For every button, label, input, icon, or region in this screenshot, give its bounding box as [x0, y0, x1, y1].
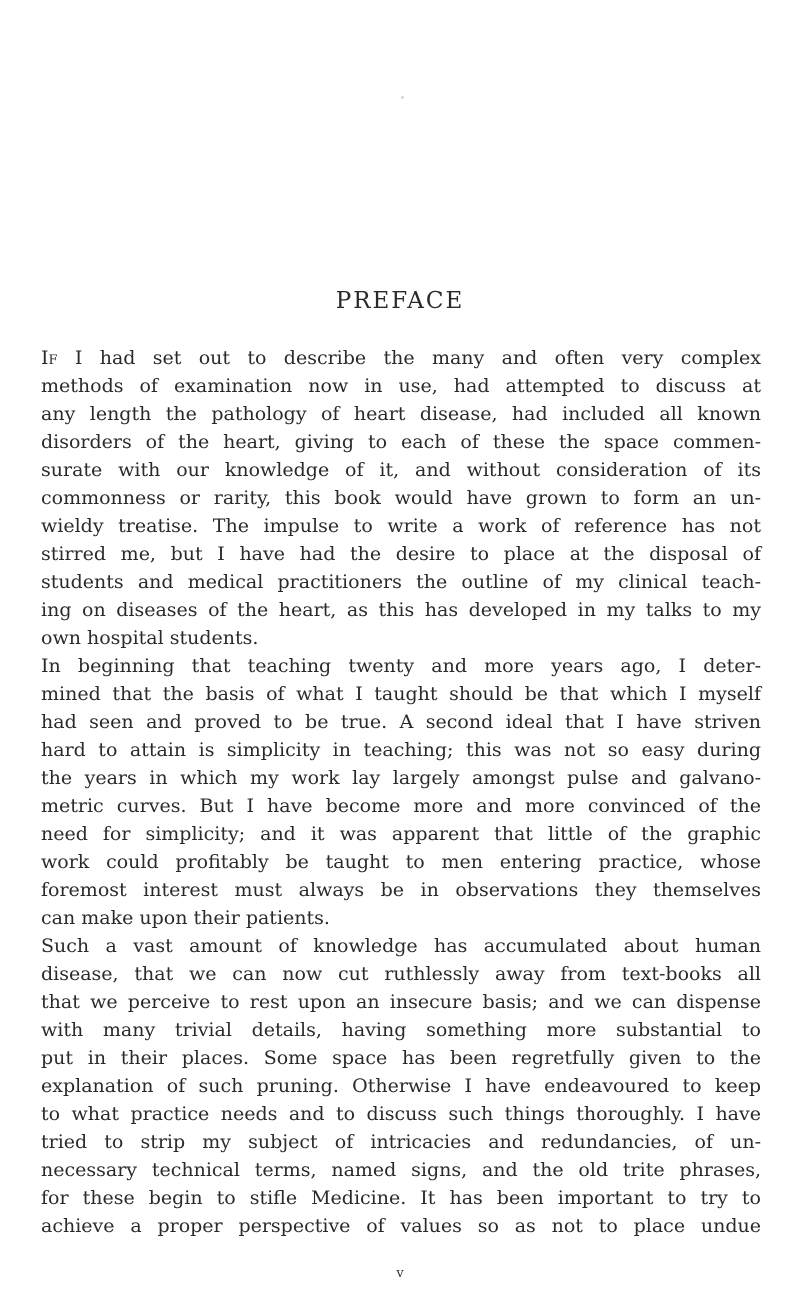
text-line: with many trivial details, having something more substantial to — [41, 1019, 761, 1041]
text-line: for these begin to stifle Medicine. It has been important to try to — [41, 1187, 761, 1209]
text-line: commonness or rarity, this book would have grown to form an un- — [41, 487, 761, 509]
text-line: the years in which my work lay largely amongst pulse and galvano- — [41, 767, 761, 789]
text-line: disorders of the heart, giving to each of these the space commen- — [41, 431, 761, 453]
text-line: methods of examination now in use, had attempted to discuss at — [41, 375, 761, 397]
text-line: had seen and proved to be true. A second ideal that I have striven — [41, 711, 761, 733]
text-line: Such a vast amount of knowledge has accumulated about human — [41, 935, 761, 957]
text-line: work could profitably be taught to men entering practice, whose — [41, 851, 761, 873]
text-line: to what practice needs and to discuss such things thoroughly. I have — [41, 1103, 761, 1125]
page-title: PREFACE — [335, 288, 465, 314]
text-line: stirred me, but I have had the desire to place at the disposal of — [41, 543, 761, 565]
text-line: tried to strip my subject of intricacies and redundancies, of un- — [41, 1131, 761, 1153]
text-line-rest: I had set out to describe the many and often very complex — [57, 347, 761, 369]
text-line: that we perceive to rest upon an insecure basis; and we can dispense — [41, 991, 761, 1013]
text-line: achieve a proper perspective of values so as not to place undue — [41, 1215, 761, 1237]
page-number: v — [396, 1266, 404, 1281]
text-line: own hospital students. — [41, 627, 259, 649]
text-line: surate with our knowledge of it, and without consideration of its — [41, 459, 761, 481]
text-line: put in their places. Some space has been regretfully given to the — [41, 1047, 761, 1069]
text-line: hard to attain is simplicity in teaching; this was not so easy during — [41, 739, 761, 761]
text-line: metric curves. But I have become more and more convinced of the — [41, 795, 761, 817]
preface-body — [41, 344, 761, 1240]
text-line: necessary technical terms, named signs, and the old trite phrases, — [41, 1159, 761, 1181]
text-line: explanation of such pruning. Otherwise I have endeavoured to keep — [41, 1075, 761, 1097]
text-line: mined that the basis of what I taught should be that which I myself — [41, 683, 761, 705]
text-line: In beginning that teaching twenty and more years ago, I deter- — [41, 655, 761, 677]
text-line: can make upon their patients. — [41, 907, 330, 929]
text-line: disease, that we can now cut ruthlessly away from text-books all — [41, 963, 761, 985]
text-line: ing on diseases of the heart, as this has developed in my talks to my — [41, 599, 761, 621]
text-line — [41, 344, 761, 372]
text-line: need for simplicity; and it was apparent that little of the graphic — [41, 823, 761, 845]
drop-word: If — [41, 347, 58, 369]
text-line: any length the pathology of heart disease, had included all known — [41, 403, 761, 425]
text-line: students and medical practitioners the outline of my clinical teach- — [41, 571, 761, 593]
paper-speck — [401, 96, 404, 99]
text-line: foremost interest must always be in observations they themselves — [41, 879, 761, 901]
text-line: wieldy treatise. The impulse to write a work of reference has not — [41, 515, 761, 537]
